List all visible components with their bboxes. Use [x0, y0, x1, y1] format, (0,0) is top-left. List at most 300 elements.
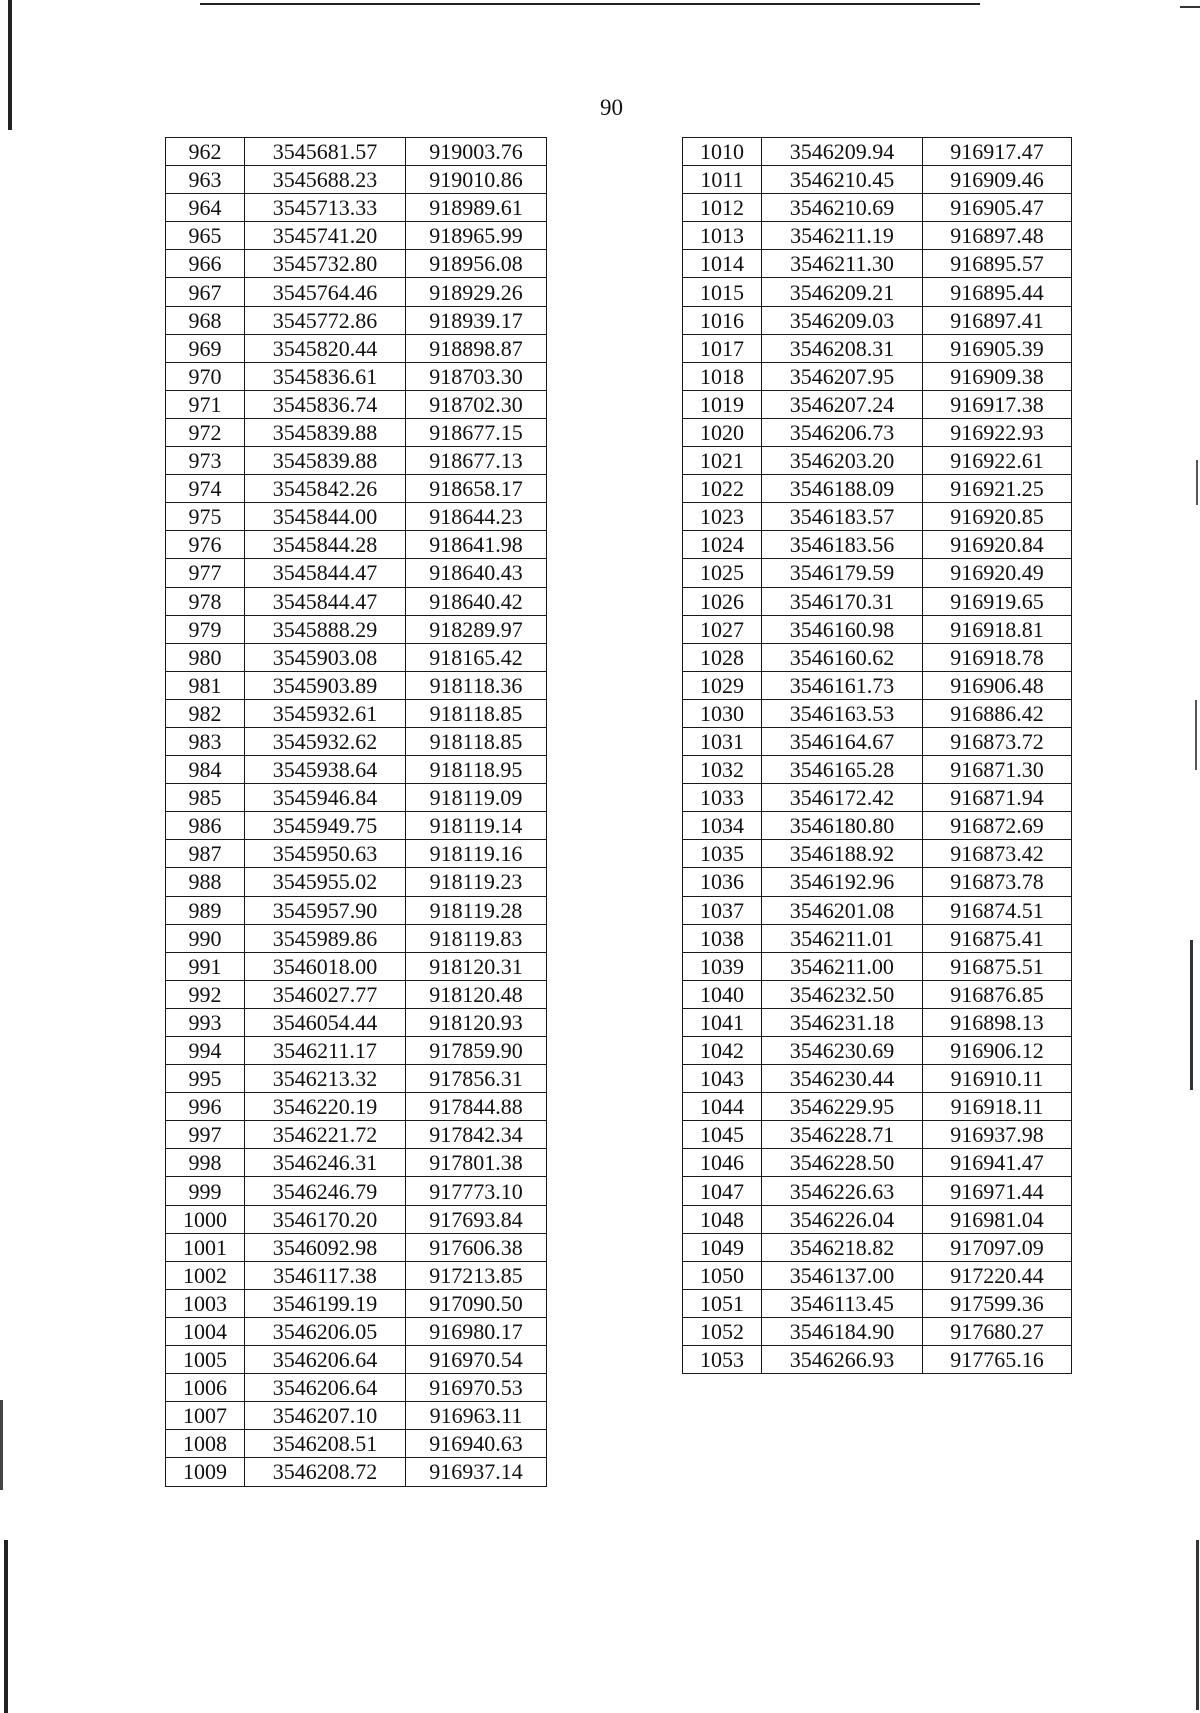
point-number-cell: 984	[166, 756, 245, 784]
table-row	[683, 1289, 1072, 1317]
y-coordinate-cell: 916905.39	[923, 334, 1072, 362]
point-number-cell: 985	[166, 784, 245, 812]
y-coordinate-cell: 917842.34	[406, 1121, 547, 1149]
y-coordinate-cell: 916873.72	[923, 727, 1072, 755]
point-number-cell: 1015	[683, 278, 762, 306]
point-number-cell: 1013	[683, 222, 762, 250]
y-coordinate-cell: 917801.38	[406, 1149, 547, 1177]
x-coordinate-cell: 3546188.09	[762, 475, 923, 503]
point-number-cell: 1035	[683, 840, 762, 868]
table-row	[166, 559, 547, 587]
point-number-cell: 993	[166, 1008, 245, 1036]
table-row	[166, 980, 547, 1008]
x-coordinate-cell: 3546230.44	[762, 1065, 923, 1093]
table-row	[166, 1402, 547, 1430]
table-row	[683, 896, 1072, 924]
table-row	[683, 1037, 1072, 1065]
table-row	[166, 138, 547, 166]
table-row	[166, 447, 547, 475]
table-row	[683, 418, 1072, 446]
y-coordinate-cell: 918119.14	[406, 812, 547, 840]
y-coordinate-cell: 916940.63	[406, 1430, 547, 1458]
table-row	[683, 699, 1072, 727]
table-row	[166, 1065, 547, 1093]
y-coordinate-cell: 916871.30	[923, 756, 1072, 784]
x-coordinate-cell: 3546206.64	[245, 1346, 406, 1374]
table-row	[683, 812, 1072, 840]
y-coordinate-cell: 918956.08	[406, 250, 547, 278]
x-coordinate-cell: 3545836.74	[245, 390, 406, 418]
y-coordinate-cell: 918289.97	[406, 615, 547, 643]
table-row	[166, 1008, 547, 1036]
point-number-cell: 1004	[166, 1317, 245, 1345]
coordinate-table-left	[165, 137, 547, 1487]
x-coordinate-cell: 3546209.03	[762, 306, 923, 334]
table-row	[166, 952, 547, 980]
point-number-cell: 980	[166, 643, 245, 671]
table-row	[166, 1346, 547, 1374]
x-coordinate-cell: 3546165.28	[762, 756, 923, 784]
table-row	[166, 699, 547, 727]
point-number-cell: 977	[166, 559, 245, 587]
table-row	[683, 1149, 1072, 1177]
table-row	[683, 278, 1072, 306]
x-coordinate-cell: 3545844.00	[245, 503, 406, 531]
point-number-cell: 1023	[683, 503, 762, 531]
point-number-cell: 971	[166, 390, 245, 418]
x-coordinate-cell: 3546226.63	[762, 1177, 923, 1205]
y-coordinate-cell: 916895.57	[923, 250, 1072, 278]
point-number-cell: 1039	[683, 952, 762, 980]
x-coordinate-cell: 3545957.90	[245, 896, 406, 924]
point-number-cell: 1024	[683, 531, 762, 559]
point-number-cell: 963	[166, 166, 245, 194]
x-coordinate-cell: 3545932.61	[245, 699, 406, 727]
y-coordinate-cell: 918119.83	[406, 924, 547, 952]
table-row	[683, 840, 1072, 868]
scan-artifact-right-mark	[1195, 700, 1197, 770]
table-row	[683, 1233, 1072, 1261]
scan-artifact-top-dash	[1180, 6, 1200, 8]
x-coordinate-cell: 3546164.67	[762, 727, 923, 755]
point-number-cell: 1027	[683, 615, 762, 643]
table-row	[166, 334, 547, 362]
point-number-cell: 965	[166, 222, 245, 250]
x-coordinate-cell: 3546218.82	[762, 1233, 923, 1261]
point-number-cell: 969	[166, 334, 245, 362]
point-number-cell: 983	[166, 727, 245, 755]
point-number-cell: 1040	[683, 980, 762, 1008]
x-coordinate-cell: 3546266.93	[762, 1346, 923, 1374]
y-coordinate-cell: 917844.88	[406, 1093, 547, 1121]
x-coordinate-cell: 3546208.72	[245, 1458, 406, 1486]
x-coordinate-cell: 3546211.01	[762, 924, 923, 952]
x-coordinate-cell: 3545955.02	[245, 868, 406, 896]
point-number-cell: 1048	[683, 1205, 762, 1233]
x-coordinate-cell: 3545741.20	[245, 222, 406, 250]
x-coordinate-cell: 3546226.04	[762, 1205, 923, 1233]
x-coordinate-cell: 3546206.05	[245, 1317, 406, 1345]
point-number-cell: 1028	[683, 643, 762, 671]
y-coordinate-cell: 918165.42	[406, 643, 547, 671]
table-row	[683, 503, 1072, 531]
y-coordinate-cell: 918677.15	[406, 418, 547, 446]
table-row	[166, 250, 547, 278]
point-number-cell: 976	[166, 531, 245, 559]
x-coordinate-cell: 3546206.73	[762, 418, 923, 446]
point-number-cell: 1050	[683, 1261, 762, 1289]
x-coordinate-cell: 3546188.92	[762, 840, 923, 868]
point-number-cell: 1026	[683, 587, 762, 615]
point-number-cell: 1053	[683, 1346, 762, 1374]
x-coordinate-cell: 3545989.86	[245, 924, 406, 952]
point-number-cell: 1052	[683, 1317, 762, 1345]
x-coordinate-cell: 3545713.33	[245, 194, 406, 222]
x-coordinate-cell: 3545844.47	[245, 587, 406, 615]
y-coordinate-cell: 916875.51	[923, 952, 1072, 980]
y-coordinate-cell: 918119.23	[406, 868, 547, 896]
y-coordinate-cell: 916981.04	[923, 1205, 1072, 1233]
y-coordinate-cell: 916873.42	[923, 840, 1072, 868]
table-row	[166, 531, 547, 559]
y-coordinate-cell: 916906.12	[923, 1037, 1072, 1065]
point-number-cell: 988	[166, 868, 245, 896]
y-coordinate-cell: 918119.28	[406, 896, 547, 924]
y-coordinate-cell: 916898.13	[923, 1008, 1072, 1036]
y-coordinate-cell: 918118.36	[406, 671, 547, 699]
x-coordinate-cell: 3546220.19	[245, 1093, 406, 1121]
point-number-cell: 1005	[166, 1346, 245, 1374]
x-coordinate-cell: 3546207.10	[245, 1402, 406, 1430]
x-coordinate-cell: 3546161.73	[762, 671, 923, 699]
x-coordinate-cell: 3545949.75	[245, 812, 406, 840]
y-coordinate-cell: 916872.69	[923, 812, 1072, 840]
x-coordinate-cell: 3546180.80	[762, 812, 923, 840]
y-coordinate-cell: 916937.98	[923, 1121, 1072, 1149]
y-coordinate-cell: 916980.17	[406, 1317, 547, 1345]
point-number-cell: 1009	[166, 1458, 245, 1486]
point-number-cell: 1032	[683, 756, 762, 784]
point-number-cell: 1051	[683, 1289, 762, 1317]
y-coordinate-cell: 918929.26	[406, 278, 547, 306]
x-coordinate-cell: 3545732.80	[245, 250, 406, 278]
x-coordinate-cell: 3546183.56	[762, 531, 923, 559]
x-coordinate-cell: 3546117.38	[245, 1261, 406, 1289]
y-coordinate-cell: 918644.23	[406, 503, 547, 531]
table-row	[683, 1065, 1072, 1093]
y-coordinate-cell: 918677.13	[406, 447, 547, 475]
x-coordinate-cell: 3546210.45	[762, 166, 923, 194]
y-coordinate-cell: 918658.17	[406, 475, 547, 503]
scan-artifact-right-mark	[1190, 940, 1193, 1090]
y-coordinate-cell: 918119.16	[406, 840, 547, 868]
x-coordinate-cell: 3546209.94	[762, 138, 923, 166]
y-coordinate-cell: 916922.61	[923, 447, 1072, 475]
y-coordinate-cell: 916876.85	[923, 980, 1072, 1008]
x-coordinate-cell: 3546211.17	[245, 1037, 406, 1065]
y-coordinate-cell: 917090.50	[406, 1289, 547, 1317]
point-number-cell: 1038	[683, 924, 762, 952]
table-row	[683, 306, 1072, 334]
x-coordinate-cell: 3546232.50	[762, 980, 923, 1008]
table-row	[166, 587, 547, 615]
table-row	[683, 475, 1072, 503]
x-coordinate-cell: 3546184.90	[762, 1317, 923, 1345]
x-coordinate-cell: 3545836.61	[245, 362, 406, 390]
table-row	[683, 587, 1072, 615]
point-number-cell: 994	[166, 1037, 245, 1065]
table-row	[166, 1121, 547, 1149]
x-coordinate-cell: 3546230.69	[762, 1037, 923, 1065]
table-row	[166, 1458, 547, 1486]
x-coordinate-cell: 3545772.86	[245, 306, 406, 334]
table-row	[166, 306, 547, 334]
y-coordinate-cell: 916970.53	[406, 1374, 547, 1402]
y-coordinate-cell: 918118.85	[406, 699, 547, 727]
y-coordinate-cell: 916922.93	[923, 418, 1072, 446]
scan-artifact-left-edge	[0, 1400, 3, 1490]
x-coordinate-cell: 3545946.84	[245, 784, 406, 812]
table-row	[166, 194, 547, 222]
table-row	[683, 1261, 1072, 1289]
table-row	[683, 671, 1072, 699]
x-coordinate-cell: 3545888.29	[245, 615, 406, 643]
y-coordinate-cell: 917859.90	[406, 1037, 547, 1065]
table-row	[683, 362, 1072, 390]
point-number-cell: 970	[166, 362, 245, 390]
y-coordinate-cell: 917220.44	[923, 1261, 1072, 1289]
x-coordinate-cell: 3545839.88	[245, 418, 406, 446]
y-coordinate-cell: 916918.81	[923, 615, 1072, 643]
point-number-cell: 1022	[683, 475, 762, 503]
table-row	[683, 1205, 1072, 1233]
y-coordinate-cell: 916886.42	[923, 699, 1072, 727]
y-coordinate-cell: 916937.14	[406, 1458, 547, 1486]
y-coordinate-cell: 917765.16	[923, 1346, 1072, 1374]
table-row	[166, 1093, 547, 1121]
point-number-cell: 1012	[683, 194, 762, 222]
y-coordinate-cell: 916921.25	[923, 475, 1072, 503]
page-number: 90	[600, 95, 623, 120]
x-coordinate-cell: 3545844.47	[245, 559, 406, 587]
y-coordinate-cell: 919010.86	[406, 166, 547, 194]
x-coordinate-cell: 3546206.64	[245, 1374, 406, 1402]
point-number-cell: 1037	[683, 896, 762, 924]
table-row	[166, 390, 547, 418]
x-coordinate-cell: 3546228.71	[762, 1121, 923, 1149]
table-row	[683, 1346, 1072, 1374]
table-row	[683, 1177, 1072, 1205]
y-coordinate-cell: 916918.11	[923, 1093, 1072, 1121]
coordinate-table-body	[166, 138, 547, 1487]
y-coordinate-cell: 916910.11	[923, 1065, 1072, 1093]
point-number-cell: 975	[166, 503, 245, 531]
table-row	[683, 643, 1072, 671]
point-number-cell: 981	[166, 671, 245, 699]
table-row	[683, 559, 1072, 587]
point-number-cell: 992	[166, 980, 245, 1008]
y-coordinate-cell: 916909.38	[923, 362, 1072, 390]
table-row	[683, 727, 1072, 755]
x-coordinate-cell: 3546160.98	[762, 615, 923, 643]
table-row	[166, 1149, 547, 1177]
point-number-cell: 1017	[683, 334, 762, 362]
y-coordinate-cell: 916875.41	[923, 924, 1072, 952]
table-row	[166, 924, 547, 952]
y-coordinate-cell: 916873.78	[923, 868, 1072, 896]
x-coordinate-cell: 3546179.59	[762, 559, 923, 587]
y-coordinate-cell: 917773.10	[406, 1177, 547, 1205]
x-coordinate-cell: 3545764.46	[245, 278, 406, 306]
table-row	[166, 756, 547, 784]
y-coordinate-cell: 917680.27	[923, 1317, 1072, 1345]
x-coordinate-cell: 3545842.26	[245, 475, 406, 503]
x-coordinate-cell: 3545932.62	[245, 727, 406, 755]
point-number-cell: 1011	[683, 166, 762, 194]
point-number-cell: 996	[166, 1093, 245, 1121]
point-number-cell: 967	[166, 278, 245, 306]
point-number-cell: 1046	[683, 1149, 762, 1177]
y-coordinate-cell: 916874.51	[923, 896, 1072, 924]
point-number-cell: 1025	[683, 559, 762, 587]
y-coordinate-cell: 917213.85	[406, 1261, 547, 1289]
point-number-cell: 966	[166, 250, 245, 278]
y-coordinate-cell: 918702.30	[406, 390, 547, 418]
y-coordinate-cell: 918120.48	[406, 980, 547, 1008]
y-coordinate-cell: 916941.47	[923, 1149, 1072, 1177]
point-number-cell: 1006	[166, 1374, 245, 1402]
x-coordinate-cell: 3545820.44	[245, 334, 406, 362]
table-row	[166, 1289, 547, 1317]
point-number-cell: 968	[166, 306, 245, 334]
y-coordinate-cell: 916917.38	[923, 390, 1072, 418]
table-row	[166, 362, 547, 390]
table-row	[683, 924, 1072, 952]
table-row	[683, 250, 1072, 278]
x-coordinate-cell: 3545688.23	[245, 166, 406, 194]
y-coordinate-cell: 916971.44	[923, 1177, 1072, 1205]
x-coordinate-cell: 3546054.44	[245, 1008, 406, 1036]
point-number-cell: 1043	[683, 1065, 762, 1093]
table-row	[166, 1261, 547, 1289]
x-coordinate-cell: 3546209.21	[762, 278, 923, 306]
point-number-cell: 987	[166, 840, 245, 868]
point-number-cell: 990	[166, 924, 245, 952]
y-coordinate-cell: 918118.95	[406, 756, 547, 784]
y-coordinate-cell: 916897.41	[923, 306, 1072, 334]
point-number-cell: 1042	[683, 1037, 762, 1065]
point-number-cell: 1034	[683, 812, 762, 840]
y-coordinate-cell: 918120.93	[406, 1008, 547, 1036]
y-coordinate-cell: 916963.11	[406, 1402, 547, 1430]
x-coordinate-cell: 3546211.00	[762, 952, 923, 980]
x-coordinate-cell: 3546229.95	[762, 1093, 923, 1121]
y-coordinate-cell: 917606.38	[406, 1233, 547, 1261]
point-number-cell: 974	[166, 475, 245, 503]
table-row	[683, 1008, 1072, 1036]
table-row	[166, 812, 547, 840]
table-row	[683, 194, 1072, 222]
x-coordinate-cell: 3546246.79	[245, 1177, 406, 1205]
y-coordinate-cell: 916906.48	[923, 671, 1072, 699]
point-number-cell: 997	[166, 1121, 245, 1149]
x-coordinate-cell: 3546203.20	[762, 447, 923, 475]
y-coordinate-cell: 918898.87	[406, 334, 547, 362]
point-number-cell: 999	[166, 1177, 245, 1205]
y-coordinate-cell: 916920.84	[923, 531, 1072, 559]
table-row	[683, 222, 1072, 250]
table-row	[683, 531, 1072, 559]
point-number-cell: 964	[166, 194, 245, 222]
x-coordinate-cell: 3546231.18	[762, 1008, 923, 1036]
point-number-cell: 1041	[683, 1008, 762, 1036]
point-number-cell: 1014	[683, 250, 762, 278]
y-coordinate-cell: 916970.54	[406, 1346, 547, 1374]
table-row	[166, 1205, 547, 1233]
x-coordinate-cell: 3546211.19	[762, 222, 923, 250]
table-row	[166, 166, 547, 194]
scan-artifact-left-edge	[8, 0, 12, 130]
table-row	[166, 1430, 547, 1458]
point-number-cell: 978	[166, 587, 245, 615]
scan-artifact-right-mark	[1196, 460, 1198, 505]
point-number-cell: 1030	[683, 699, 762, 727]
point-number-cell: 986	[166, 812, 245, 840]
y-coordinate-cell: 916895.44	[923, 278, 1072, 306]
x-coordinate-cell: 3546137.00	[762, 1261, 923, 1289]
y-coordinate-cell: 918989.61	[406, 194, 547, 222]
table-row	[683, 1093, 1072, 1121]
table-row	[683, 952, 1072, 980]
table-row	[166, 615, 547, 643]
table-row	[683, 138, 1072, 166]
y-coordinate-cell: 916919.65	[923, 587, 1072, 615]
table-row	[166, 503, 547, 531]
point-number-cell: 973	[166, 447, 245, 475]
x-coordinate-cell: 3546160.62	[762, 643, 923, 671]
point-number-cell: 979	[166, 615, 245, 643]
point-number-cell: 1020	[683, 418, 762, 446]
table-row	[166, 1233, 547, 1261]
table-row	[166, 868, 547, 896]
y-coordinate-cell: 916909.46	[923, 166, 1072, 194]
x-coordinate-cell: 3546208.31	[762, 334, 923, 362]
table-row	[166, 727, 547, 755]
y-coordinate-cell: 918120.31	[406, 952, 547, 980]
x-coordinate-cell: 3545681.57	[245, 138, 406, 166]
y-coordinate-cell: 916871.94	[923, 784, 1072, 812]
point-number-cell: 995	[166, 1065, 245, 1093]
coordinate-table-body	[683, 138, 1072, 1374]
point-number-cell: 1002	[166, 1261, 245, 1289]
table-row	[683, 980, 1072, 1008]
table-row	[166, 278, 547, 306]
point-number-cell: 1031	[683, 727, 762, 755]
point-number-cell: 1000	[166, 1205, 245, 1233]
x-coordinate-cell: 3546183.57	[762, 503, 923, 531]
y-coordinate-cell: 918641.98	[406, 531, 547, 559]
table-row	[166, 896, 547, 924]
y-coordinate-cell: 916917.47	[923, 138, 1072, 166]
point-number-cell: 1047	[683, 1177, 762, 1205]
x-coordinate-cell: 3546221.72	[245, 1121, 406, 1149]
table-row	[683, 1121, 1072, 1149]
x-coordinate-cell: 3546213.32	[245, 1065, 406, 1093]
table-row	[683, 868, 1072, 896]
point-number-cell: 1016	[683, 306, 762, 334]
table-row	[166, 1177, 547, 1205]
x-coordinate-cell: 3545839.88	[245, 447, 406, 475]
